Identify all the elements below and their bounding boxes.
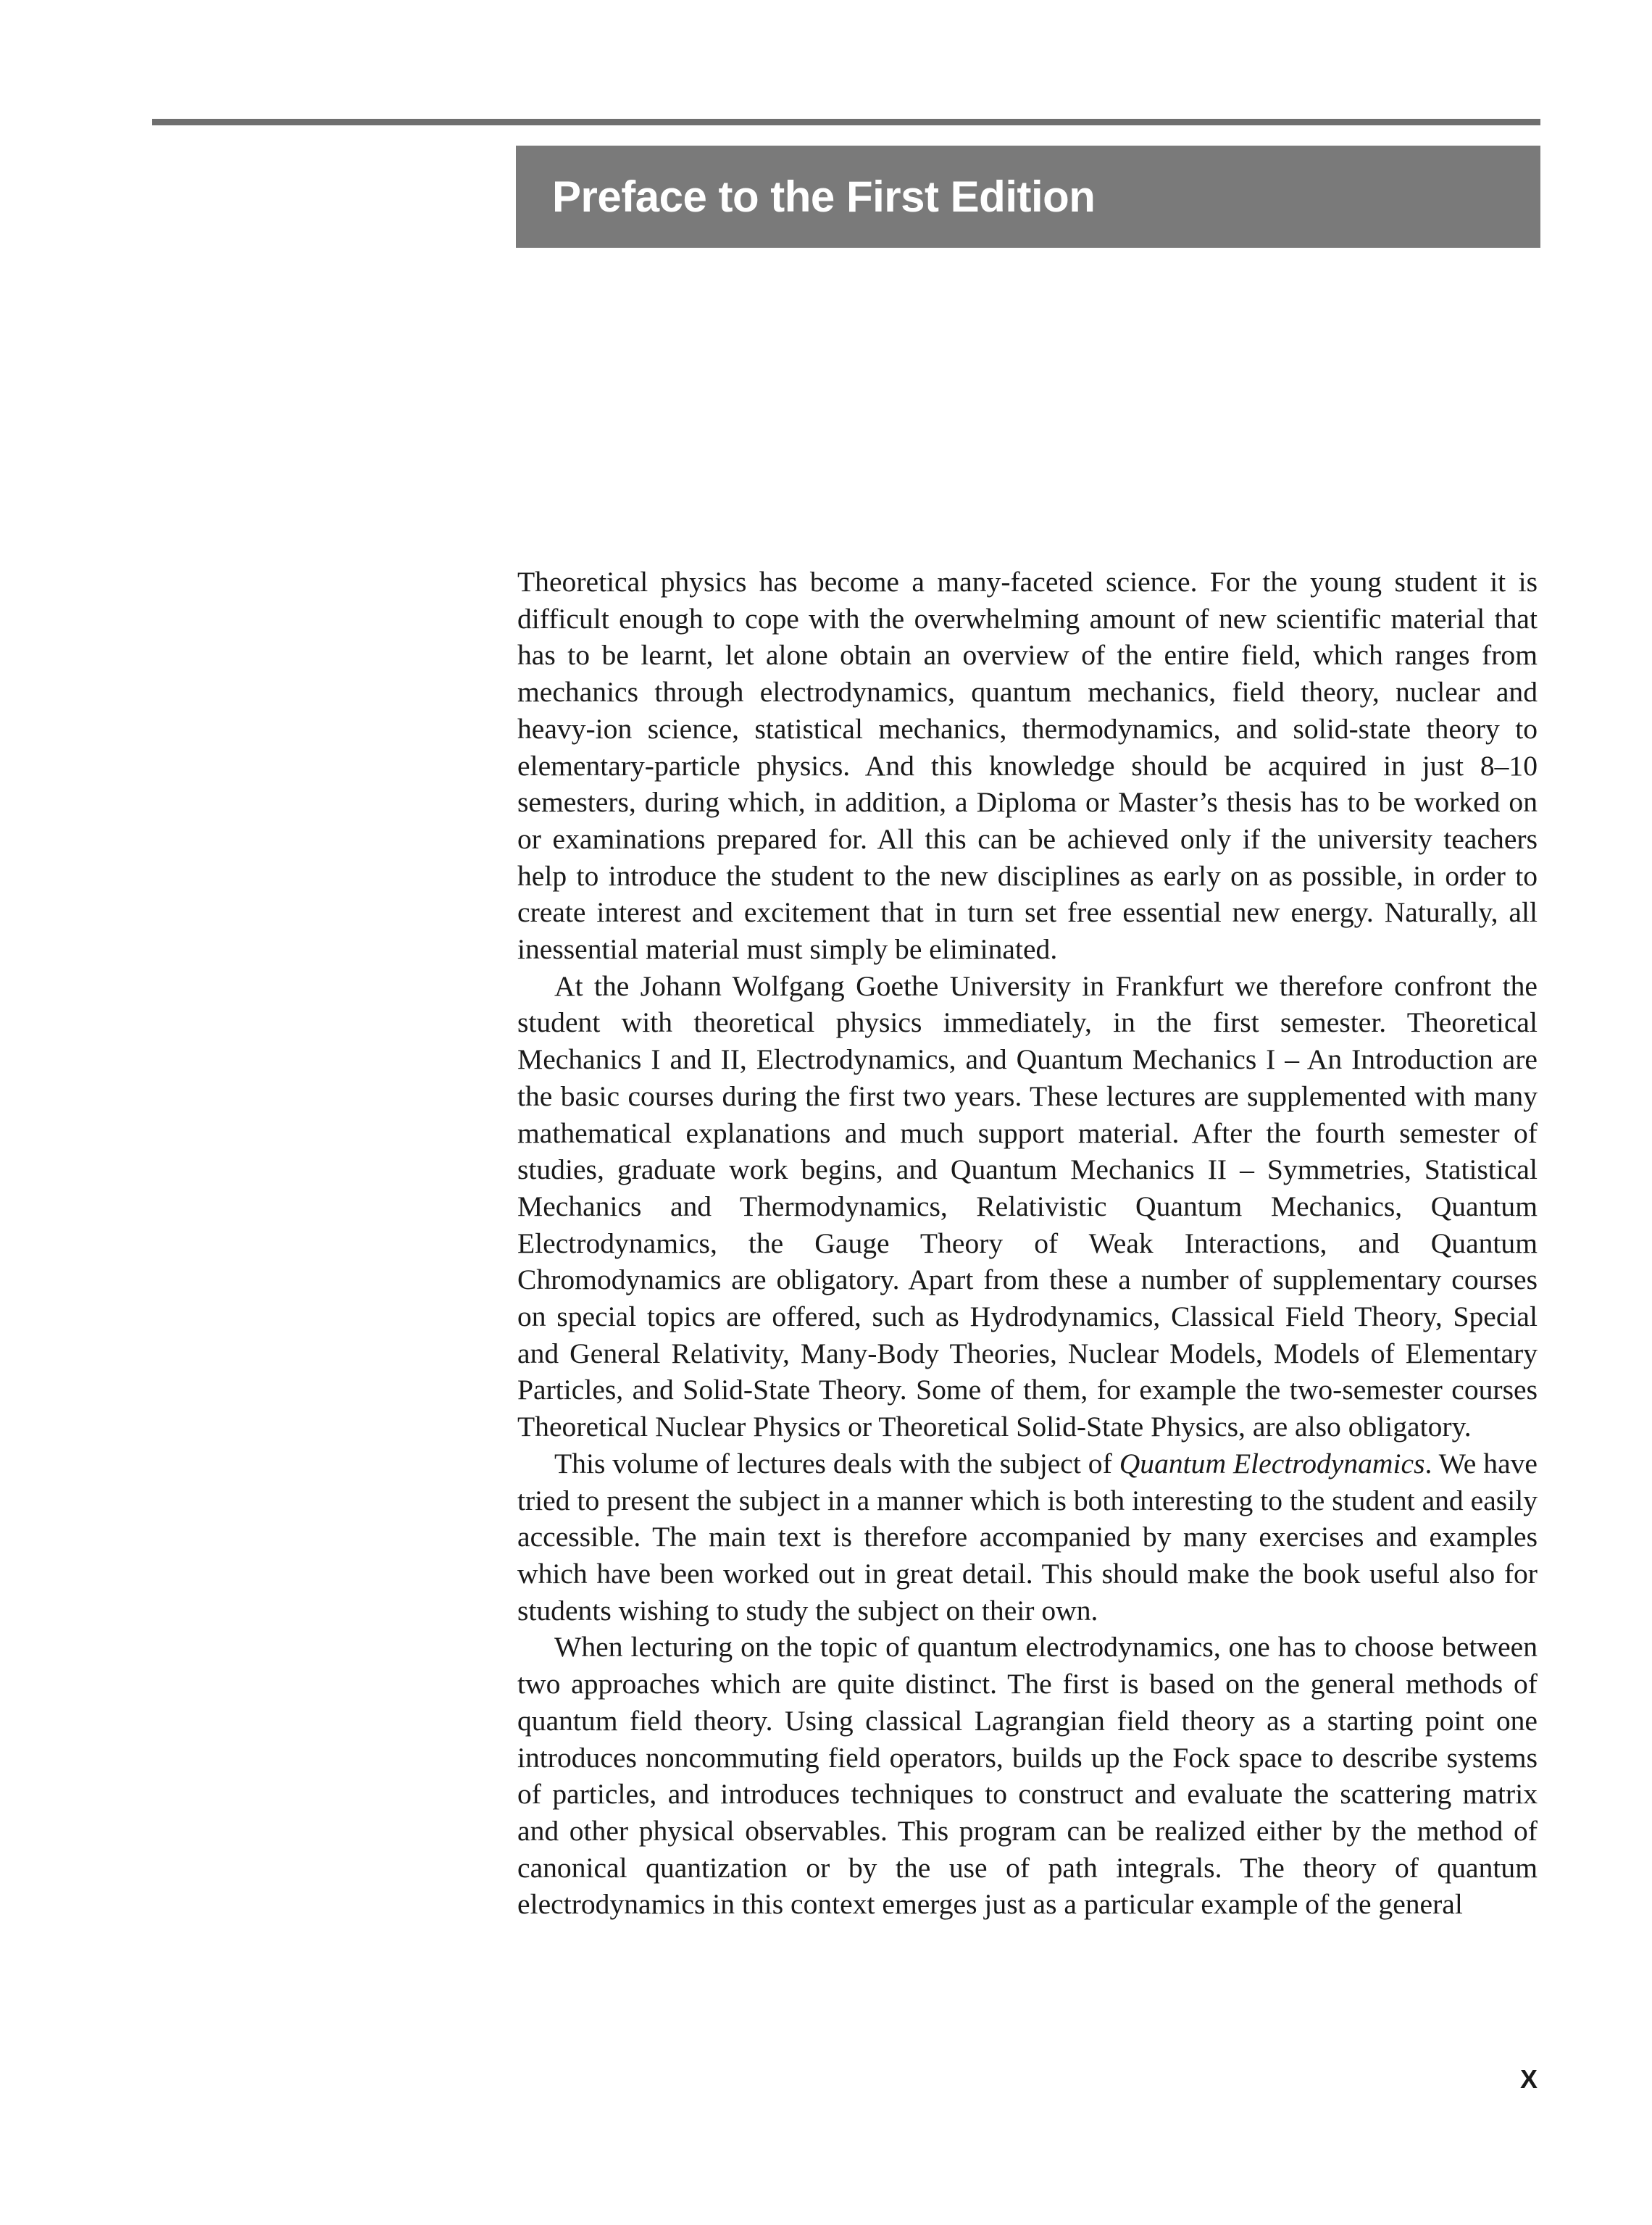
paragraph-2: At the Johann Wolfgang Goethe University in Frankfurt we therefore confront the student with theoretical physics immediately, in the first semester. Theoretical Mechanics I and II, Electrodynamics, and Quantum Mechanics I – An Introduction are the basic courses during the first two years. These lectures are supplemented with many mathematical explanations and much support material. After the fourth semester of studies, graduate work begins, and Quantum Mechanics II – Symmetries, Statistical Mechanics and Thermodynamics, Relativistic Quantum Mechanics, Quantum Electrodynamics, the Gauge Theory of Weak Interactions, and Quantum Chromodynamics are obligatory. Apart from these a number of supplementary courses on special topics are offered, such as Hydrodynamics, Classical Field Theory, Special and General Relativity, Many-Body Theories, Nuclear Models, Models of Elementary Particles, and Solid-State Theory. Some of them, for example the two-semester courses Theoretical Nuclear Physics or Theoretical Solid-State Physics, are also obligatory. [517,969,1538,1443]
page-number: X [1520,2064,1538,2094]
paragraph-4: When lecturing on the topic of quantum electrodynamics, one has to choose between two approaches which are quite distinct. The first is based on the general methods of quantum field theory. Using classical Lagrangian field theory as a starting point one introduces noncommuting field operators, builds up the Fock space to describe systems of particles, and introduces techniques to construct and evaluate the scattering matrix and other physical observables. This program can be realized either by the method of canonical quantization or by the use of path integrals. The theory of quantum electrodynamics in this context emerges just as a particular example of the general [517,1631,1538,1921]
top-rule [152,119,1540,125]
paragraph-3-text-before: This volume of lectures deals with the subject of [554,1447,1119,1479]
preface-body [517,564,1538,1923]
book-subject-emphasis: Quantum Electrodynamics [1119,1447,1425,1479]
chapter-title: Preface to the First Edition [552,172,1096,221]
chapter-title-bar [516,146,1540,248]
paragraph-1: Theoretical physics has become a many-faceted science. For the young student it is difficult enough to cope with the overwhelming amount of new scientific material that has to be learnt, let alone obtain an overview of the entire field, which ranges from mechanics through electrodynamics, quantum mechanics, field theory, nuclear and heavy-ion science, statistical mechanics, thermodynamics, and solid-state theory to elementary-particle physics. And this knowledge should be acquired in just 8–10 semesters, during which, in addition, a Diploma or Master’s thesis has to be worked on or examinations prepared for. All this can be achieved only if the university teachers help to introduce the student to the new disciplines as early on as possible, in order to create interest and excitement that in turn set free essential new energy. Naturally, all inessential material must simply be eliminated. [517,566,1538,966]
paragraph-3-text-after: . We have tried to present the subject in a manner which is both interesting to the student and easily accessible. The main text is therefore accompanied by many exercises and examples which have been worked out in great detail. This should make the book useful also for students wishing to study the subject on their own. [517,1447,1538,1627]
paragraph-3 [517,1445,1538,1629]
